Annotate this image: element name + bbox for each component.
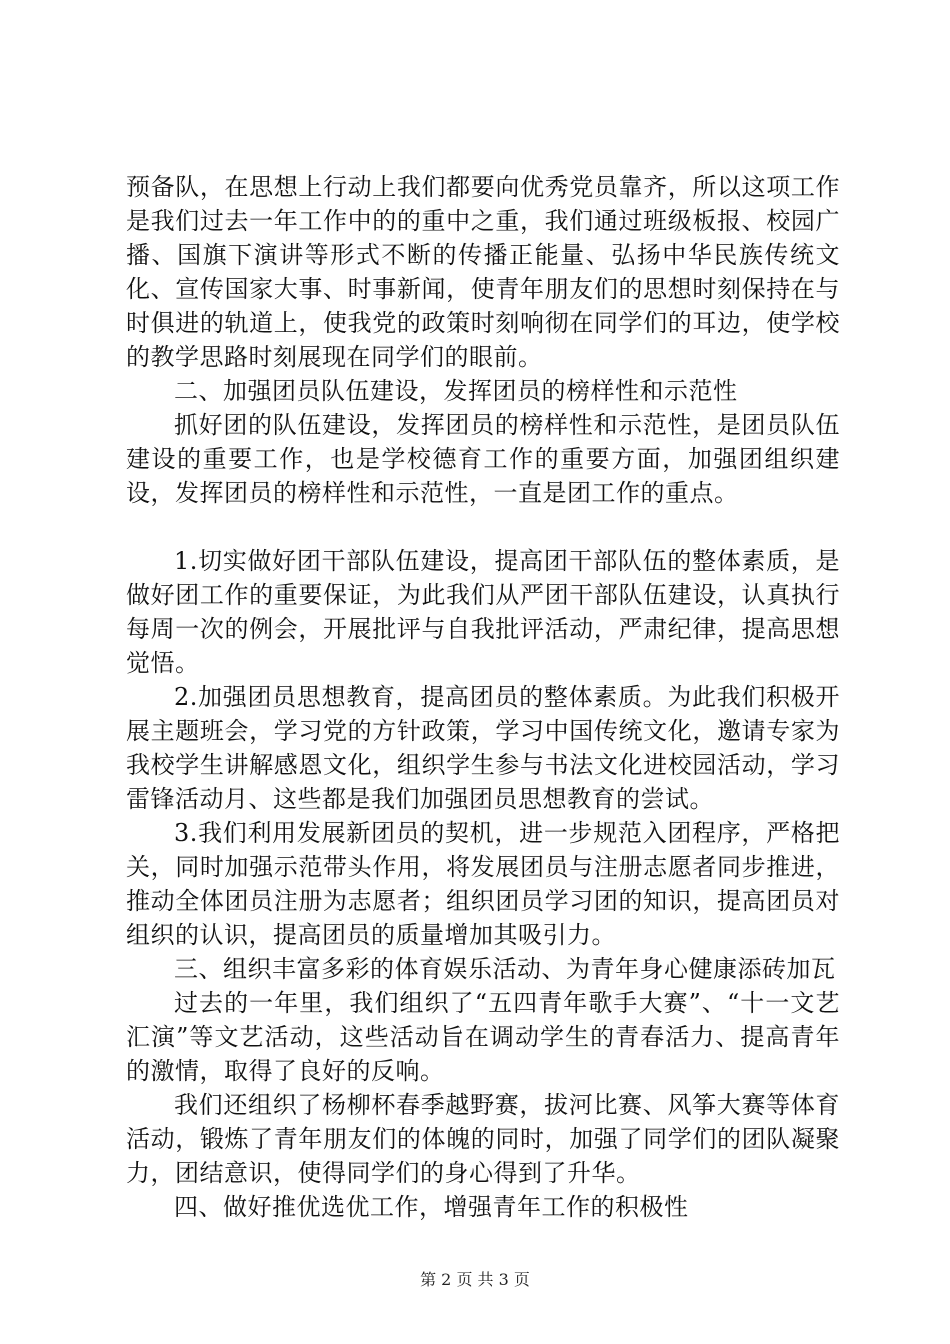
paragraph-spacer	[126, 510, 840, 544]
list-item-1: 1.切实做好团干部队伍建设，提高团干部队伍的整体素质，是做好团工作的重要保证，为此我们从严团干部队伍建设，认真执行每周一次的例会，开展批评与自我批评活动，严肃纪律，提高思想觉悟。	[126, 547, 840, 677]
section-heading-4: 四、做好推优选优工作，增强青年工作的积极性	[174, 1193, 689, 1221]
section-heading-2: 二、加强团员队伍建设，发挥团员的榜样性和示范性	[174, 377, 738, 405]
list-item-2: 2.加强团员思想教育，提高团员的整体素质。为此我们积极开展主题班会，学习党的方针政策，学习中国传统文化，邀请专家为我校学生讲解感恩文化，组织学生参与书法文化进校园活动，学习雷锋活动月、这些都是我们加强团员思想教育的尝试。	[126, 683, 840, 813]
body-paragraph: 预备队，在思想上行动上我们都要向优秀党员靠齐，所以这项工作是我们过去一年工作中的的重中之重，我们通过班级板报、校园广播、国旗下演讲等形式不断的传播正能量、弘扬中华民族传统文化、宣传国家大事、时事新闻，使青年朋友们的思想时刻保持在与时俱进的轨道上，使我党的政策时刻响彻在同学们的耳边，使学校的教学思路时刻展现在同学们的眼前。	[126, 173, 840, 371]
page-footer: 第 2 页 共 3 页	[420, 1270, 530, 1289]
body-paragraph: 我们还组织了杨柳杯春季越野赛，拔河比赛、风筝大赛等体育活动，锻炼了青年朋友们的体魄的同时，加强了同学们的团队凝聚力，团结意识，使得同学们的身心得到了升华。	[126, 1091, 840, 1187]
body-paragraph: 过去的一年里，我们组织了“五四青年歌手大赛”、“十一文艺汇演”等文艺活动，这些活动旨在调动学生的青春活力、提高青年的激情，取得了良好的反响。	[126, 989, 840, 1085]
section-heading-3: 三、组织丰富多彩的体育娱乐活动、为青年身心健康添砖加瓦	[174, 955, 836, 983]
list-item-3: 3.我们利用发展新团员的契机，进一步规范入团程序，严格把关，同时加强示范带头作用，将发展团员与注册志愿者同步推进，推动全体团员注册为志愿者；组织团员学习团的知识，提高团员对组织的认识，提高团员的质量增加其吸引力。	[126, 819, 840, 949]
body-paragraph: 抓好团的队伍建设，发挥团员的榜样性和示范性，是团员队伍建设的重要工作，也是学校德育工作的重要方面，加强团组织建设，发挥团员的榜样性和示范性，一直是团工作的重点。	[126, 411, 840, 507]
document-body	[126, 170, 840, 1224]
